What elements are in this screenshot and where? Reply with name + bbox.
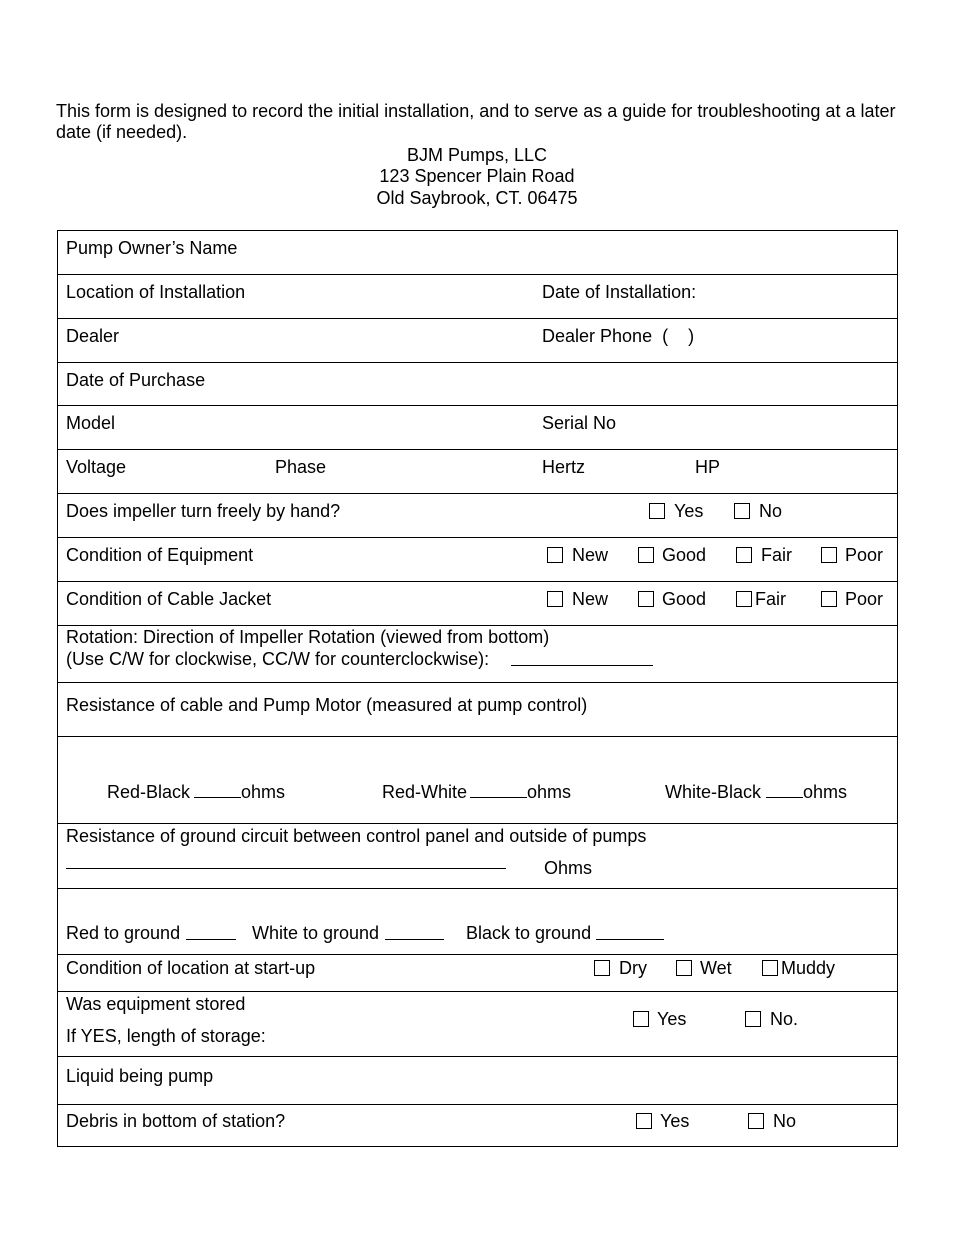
- equipment-condition-label: Condition of Equipment: [66, 545, 254, 565]
- ground-circuit-line[interactable]: [66, 868, 506, 869]
- liquid-label: Liquid being pump: [66, 1066, 214, 1086]
- cable-good-checkbox[interactable]: [638, 591, 654, 607]
- serial-label: Serial No: [542, 413, 617, 433]
- red-ground-label: Red to ground: [66, 923, 181, 943]
- to-ground-row: [58, 889, 897, 955]
- equipment-fair-checkbox[interactable]: [736, 547, 752, 563]
- cable-good-label: Good: [662, 589, 707, 609]
- debris-yes-label: Yes: [660, 1111, 690, 1131]
- hp-label: HP: [695, 457, 721, 477]
- white-black-label: White-Black: [665, 782, 762, 802]
- cable-new-checkbox[interactable]: [547, 591, 563, 607]
- location-row: [58, 275, 897, 319]
- cable-poor-checkbox[interactable]: [821, 591, 837, 607]
- ground-title: Resistance of ground circuit between control panel and outside of pumps: [66, 826, 647, 846]
- purchase-date-label: Date of Purchase: [66, 370, 206, 390]
- debris-no-label: No: [773, 1111, 797, 1131]
- liquid-row: [58, 1057, 897, 1105]
- ground-circuit-row: [58, 824, 897, 889]
- equipment-poor-label: Poor: [845, 545, 884, 565]
- white-ground-line[interactable]: [385, 939, 444, 940]
- red-white-label: Red-White: [382, 782, 468, 802]
- cable-poor-label: Poor: [845, 589, 884, 609]
- red-black-label: Red-Black: [107, 782, 191, 802]
- equipment-good-label: Good: [662, 545, 707, 565]
- rotation-line2: (Use C/W for clockwise, CC/W for counterclockwise):: [66, 649, 490, 669]
- red-black-line[interactable]: [194, 797, 241, 798]
- equipment-good-checkbox[interactable]: [638, 547, 654, 563]
- location-condition-label: Condition of location at start-up: [66, 958, 316, 978]
- equipment-new-label: New: [572, 545, 609, 565]
- equipment-new-checkbox[interactable]: [547, 547, 563, 563]
- dealer-label: Dealer: [66, 326, 120, 346]
- stored-no-checkbox[interactable]: [745, 1011, 761, 1027]
- stored-label: Was equipment stored: [66, 994, 246, 1014]
- model-row: [58, 406, 897, 450]
- white-black-ohms: ohms: [803, 782, 848, 802]
- company-name: BJM Pumps, LLC: [406, 145, 548, 165]
- white-black-line[interactable]: [766, 797, 803, 798]
- stored-no-label: No.: [770, 1009, 799, 1029]
- cable-new-label: New: [572, 589, 609, 609]
- intro-text: This form is designed to record the initial installation, and to serve as a guide for troubleshooting at a later date (if needed).: [56, 101, 896, 142]
- location-wet-label: Wet: [700, 958, 732, 978]
- location-condition-row: [58, 955, 897, 992]
- purchase-row: [58, 363, 897, 406]
- cable-condition-row: [58, 582, 897, 626]
- stored-row: [58, 992, 897, 1057]
- stored-yes-checkbox[interactable]: [633, 1011, 649, 1027]
- voltage-label: Voltage: [66, 457, 127, 477]
- install-date-label: Date of Installation:: [542, 282, 697, 302]
- resistance-title: Resistance of cable and Pump Motor (measured at pump control): [66, 695, 588, 715]
- location-muddy-checkbox[interactable]: [762, 960, 778, 976]
- cable-condition-label: Condition of Cable Jacket: [66, 589, 272, 609]
- impeller-yes-checkbox[interactable]: [649, 503, 665, 519]
- black-ground-line[interactable]: [596, 939, 664, 940]
- cable-fair-label: Fair: [755, 589, 786, 609]
- ground-ohms-label: Ohms: [544, 858, 593, 878]
- owner-row: [58, 231, 897, 275]
- phase-label: Phase: [275, 457, 327, 477]
- model-label: Model: [66, 413, 116, 433]
- equipment-fair-label: Fair: [761, 545, 792, 565]
- red-black-ohms: ohms: [241, 782, 286, 802]
- owner-label: Pump Owner’s Name: [66, 238, 238, 258]
- equipment-condition-row: [58, 538, 897, 582]
- location-dry-label: Dry: [619, 958, 647, 978]
- rotation-row: [58, 626, 897, 683]
- debris-label: Debris in bottom of station?: [66, 1111, 286, 1131]
- stored-yes-label: Yes: [657, 1009, 687, 1029]
- company-city: Old Saybrook, CT. 06475: [376, 188, 578, 208]
- rotation-answer-line[interactable]: [511, 665, 653, 666]
- debris-row: [58, 1105, 897, 1146]
- installation-form: [57, 230, 898, 1147]
- impeller-no-checkbox[interactable]: [734, 503, 750, 519]
- equipment-poor-checkbox[interactable]: [821, 547, 837, 563]
- impeller-label: Does impeller turn freely by hand?: [66, 501, 341, 521]
- resistance-values-row: [58, 737, 897, 824]
- dealer-row: [58, 319, 897, 363]
- hertz-label: Hertz: [542, 457, 586, 477]
- location-muddy-label: Muddy: [781, 958, 836, 978]
- cable-fair-checkbox[interactable]: [736, 591, 752, 607]
- rotation-line1: Rotation: Direction of Impeller Rotation (viewed from bottom): [66, 627, 550, 647]
- dealer-phone-label: Dealer Phone ( ): [542, 326, 695, 346]
- debris-yes-checkbox[interactable]: [636, 1113, 652, 1129]
- location-label: Location of Installation: [66, 282, 246, 302]
- storage-length-label: If YES, length of storage:: [66, 1026, 266, 1046]
- impeller-no-label: No: [759, 501, 783, 521]
- red-white-ohms: ohms: [527, 782, 572, 802]
- electrical-row: [58, 450, 897, 494]
- company-street: 123 Spencer Plain Road: [379, 166, 575, 186]
- red-ground-line[interactable]: [186, 939, 236, 940]
- impeller-row: [58, 494, 897, 538]
- red-white-line[interactable]: [470, 797, 527, 798]
- resistance-title-row: [58, 683, 897, 737]
- location-wet-checkbox[interactable]: [676, 960, 692, 976]
- debris-no-checkbox[interactable]: [748, 1113, 764, 1129]
- white-ground-label: White to ground: [252, 923, 380, 943]
- impeller-yes-label: Yes: [674, 501, 704, 521]
- black-ground-label: Black to ground: [466, 923, 592, 943]
- location-dry-checkbox[interactable]: [594, 960, 610, 976]
